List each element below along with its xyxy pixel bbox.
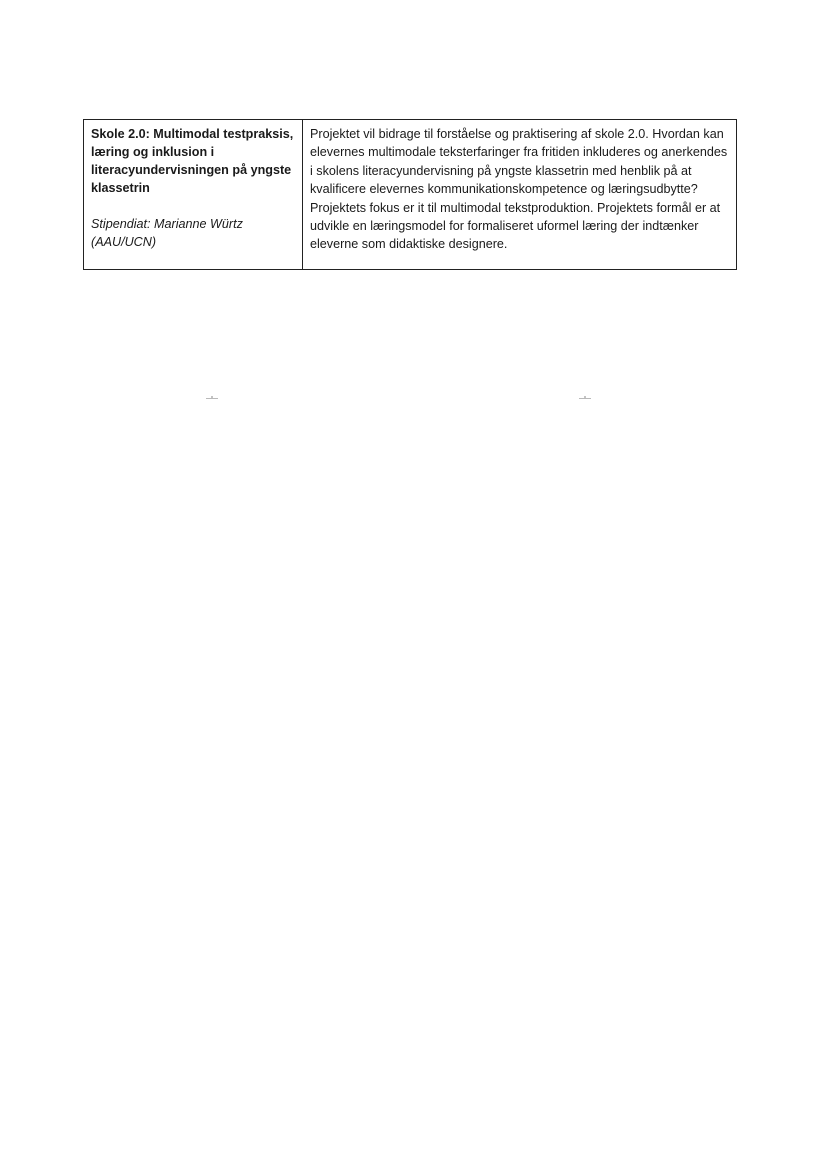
project-description: Projektet vil bidrage til forståelse og praktisering af skole 2.0. Hvordan kan elevernes multimodale teksterfaringer fra fritiden inkluderes og anerkendes i skolens literacyundervisning på yngste klassetrin med henblik på at kvalificere elevernes kommunikationskompetence og læringsudbytte? Projektets fokus er it til multimodal tekstproduktion. Projektets formål er at udvikle en læringsmodel for formaliseret uformel læring der indtænker eleverne som didaktiske designere. <box>310 127 728 252</box>
project-description-cell <box>303 120 736 269</box>
spacer <box>91 197 296 215</box>
project-title: Skole 2.0: Multimodal testpraksis, læring og inklusion i literacyundervisningen på yngste klassetrin <box>91 127 294 195</box>
scan-mark <box>579 396 591 399</box>
scan-mark <box>206 396 218 399</box>
fellow-name: Stipendiat: Marianne Würtz (AAU/UCN) <box>91 217 243 249</box>
project-table <box>83 119 737 270</box>
project-info-cell <box>84 120 303 269</box>
